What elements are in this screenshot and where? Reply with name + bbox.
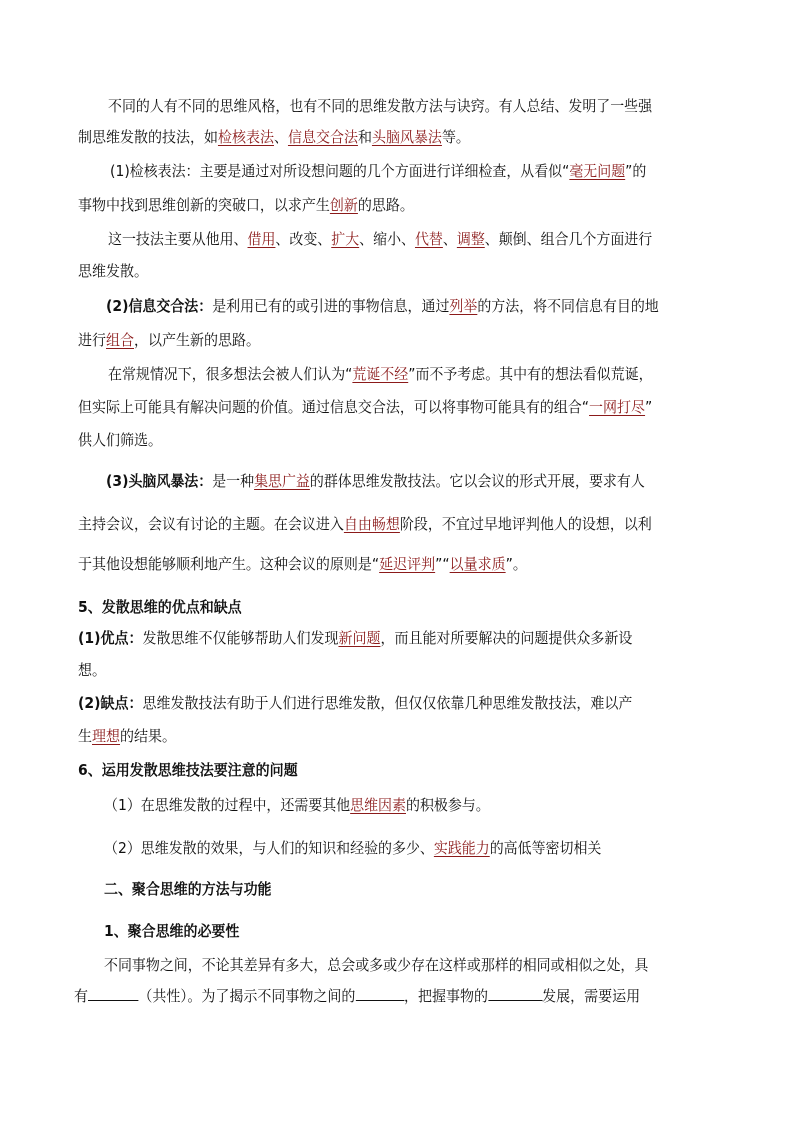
subsection-heading-2-1: 1、聚合思维的必要性 <box>104 922 240 940</box>
blank-2 <box>355 986 404 1001</box>
keyword-catch-all: 一网打尽 <box>589 398 646 416</box>
keyword-absurd: 荒诞不经 <box>352 365 409 383</box>
para-2-line-1: (1)检核表法：主要是通过对所设想问题的几个方面进行详细检查，从看似“毫无问题”的 <box>110 162 647 180</box>
para-8-line-1: (2)缺点：思维发散技法有助于人们进行思维发散，但仅仅依靠几种思维发散技法，难以产 <box>78 694 633 712</box>
para-4-line-2: 进行组合，以产生新的思路。 <box>78 331 260 349</box>
para-5-line-2: 但实际上可能具有解决问题的价值。通过信息交合法，可以将事物可能具有的组合“一网打尽” <box>78 398 653 416</box>
para-3-line-1: 这一技法主要从他用、借用、改变、扩大、缩小、代替、调整、颠倒、组合几个方面进行 <box>108 230 653 248</box>
section-heading-2: 二、聚合思维的方法与功能 <box>104 880 272 898</box>
keyword-brainstorming: 头脑风暴法 <box>371 128 442 146</box>
para-6-line-1: (3)头脑风暴法：是一种集思广益的群体思维发散技法。它以会议的形式开展，要求有人 <box>106 472 645 490</box>
keyword-no-problem: 毫无问题 <box>569 162 626 180</box>
keyword-collective-wisdom: 集思广益 <box>254 472 310 490</box>
para-5-line-3: 供人们筛选。 <box>78 431 162 449</box>
keyword-enumerate: 列举 <box>449 297 478 315</box>
para-3-line-2: 思维发散。 <box>78 262 148 280</box>
keyword-info-crossing-method: 信息交合法 <box>287 128 358 146</box>
blank-1 <box>88 986 138 1001</box>
keyword-defer-judgment: 延迟评判 <box>379 555 436 573</box>
item-6-1: （1）在思维发散的过程中，还需要其他思维因素的积极参与。 <box>104 796 490 814</box>
para-8-line-2: 生理想的结果。 <box>78 727 177 745</box>
para-11-line-2: 有 （共性）。为了揭示不同事物之间的 ，把握事物的 发展，需要运用 <box>74 987 641 1005</box>
keyword-expand: 扩大 <box>331 230 360 248</box>
section-heading-6: 6、运用发散思维技法要注意的问题 <box>78 761 298 779</box>
para-2-line-2: 事物中找到思维创新的突破口，以求产生创新的思路。 <box>78 196 414 214</box>
para-5-line-1: 在常规情况下，很多想法会被人们认为“荒诞不经”而不予考虑。其中有的想法看似荒诞， <box>108 365 653 383</box>
item-6-2: （2）思维发散的效果，与人们的知识和经验的多少、实践能力的高低等密切相关 <box>104 839 602 857</box>
para-7-line-2: 想。 <box>78 661 107 679</box>
keyword-borrow: 借用 <box>247 230 276 248</box>
para-6-line-3: 于其他设想能够顺利地产生。这种会议的原则是“延迟评判”“以量求质”。 <box>78 555 527 573</box>
keyword-replace: 代替 <box>414 230 443 248</box>
keyword-practical-ability: 实践能力 <box>433 839 490 857</box>
blank-3 <box>488 986 542 1001</box>
heading-info-crossing: (2)信息交合法： <box>106 297 213 315</box>
keyword-ideal: 理想 <box>92 727 121 745</box>
keyword-checklist-method: 检核表法 <box>217 128 274 146</box>
para-11-line-1: 不同事物之间，不论其差异有多大，总会或多或少存在这样或那样的相同或相似之处，具 <box>104 956 649 974</box>
heading-advantages: (1)优点： <box>78 629 143 647</box>
para-1-line-2: 制思维发散的技法，如检核表法、信息交合法和头脑风暴法等。 <box>78 128 470 146</box>
keyword-new-problems: 新问题 <box>338 629 381 647</box>
keyword-combine: 组合 <box>106 331 135 349</box>
para-1-line-1: 不同的人有不同的思维风格，也有不同的思维发散方法与诀窍。有人总结、发明了一些强 <box>108 97 653 115</box>
keyword-thinking-factors: 思维因素 <box>350 796 406 814</box>
keyword-adjust: 调整 <box>456 230 485 248</box>
heading-brainstorming: (3)头脑风暴法： <box>106 472 213 490</box>
keyword-innovation: 创新 <box>329 196 358 214</box>
section-heading-5: 5、发散思维的优点和缺点 <box>78 598 242 616</box>
keyword-quantity-quality: 以量求质 <box>449 555 506 573</box>
keyword-free-imagination: 自由畅想 <box>343 515 400 533</box>
para-7-line-1: (1)优点：发散思维不仅能够帮助人们发现新问题，而且能对所要解决的问题提供众多新设 <box>78 629 633 647</box>
heading-disadvantages: (2)缺点： <box>78 694 143 712</box>
para-6-line-2: 主持会议，会议有讨论的主题。在会议进入自由畅想阶段，不宜过早地评判他人的设想，以利 <box>78 515 652 533</box>
para-4-line-1: (2)信息交合法：是利用已有的或引进的事物信息，通过列举的方法，将不同信息有目的地 <box>106 297 659 315</box>
